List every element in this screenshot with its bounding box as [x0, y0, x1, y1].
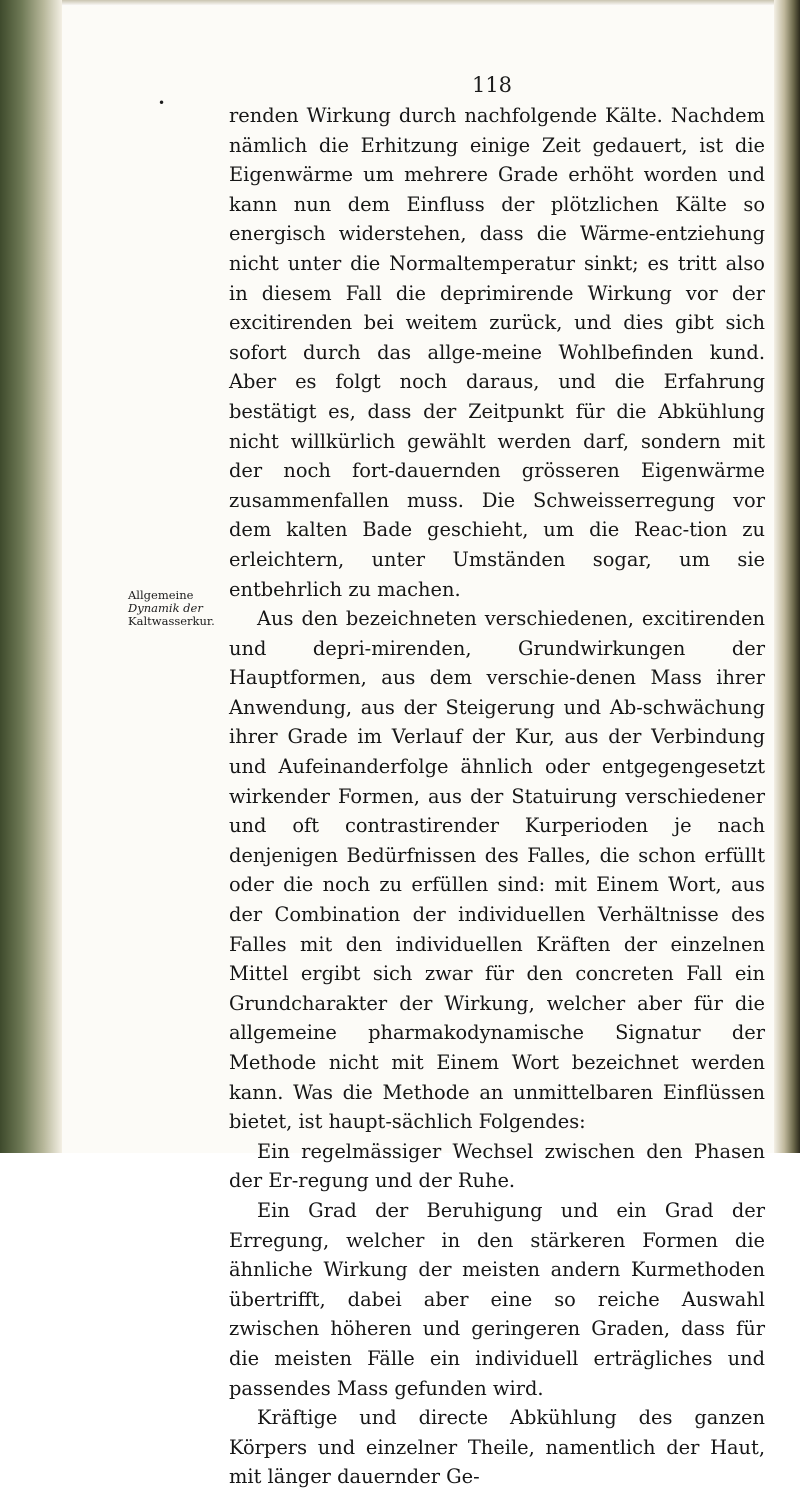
margin-note-line-3: Kaltwasserkur. — [128, 614, 215, 628]
paragraph-1: renden Wirkung durch nachfolgende Kälte. Nachdem nämlich die Erhitzung einige Zeit gedauert, ist die Eigenwärme um mehrere Grade erhöht worden und kann nun dem Einfluss der plötzlichen Kälte so energisch widerstehen, dass die Wärme-entziehung nicht unter die Normaltemperatur sinkt; es tritt also in diesem Fall die deprimirende Wirkung vor der excitirenden bei weitem zurück, und dies gibt sich sofort durch das allge-meine Wohlbefinden kund. Aber es folgt noch daraus, und die Erfahrung bestätigt es, dass der Zeitpunkt für die Abkühlung nicht willkürlich gewählt werden darf, sondern mit der noch fort-dauernden grösseren Eigenwärme zusammenfallen muss. Die Schweisserregung vor dem kalten Bade geschieht, um die Reac-tion zu erleichtern, unter Umständen sogar, um sie entbehrlich zu machen. — [229, 104, 765, 601]
margin-note-line-1: Allgemeine — [128, 588, 194, 602]
paragraph-4: Ein Grad der Beruhigung und ein Grad der Erregung, welcher in den stärkeren Formen die ähnliche Wirkung der meisten andern Kurmethoden übertrifft, dabei aber eine so reiche Auswahl zwischen höheren und geringeren Graden, dass für die meisten Fälle ein individuell erträgliches und passendes Mass gefunden wird. — [229, 1198, 765, 1400]
book-spine-shadow — [0, 0, 62, 1153]
page-edge-shadow — [774, 0, 800, 1153]
paragraph-5: Kräftige und directe Abkühlung des ganzen Körpers und einzelner Theile, namentlich der Haut, mit länger dauernder Ge- — [229, 1406, 765, 1489]
paragraph-2: Aus den bezeichneten verschiedenen, excitirenden und depri-mirenden, Grundwirkungen der Hauptformen, aus dem verschie-denen Mass ihrer Anwendung, aus der Steigerung und Ab-schwächung ihrer Grade im Verlauf der Kur, aus der Verbindung und Aufeinanderfolge ähnlich oder entgegengesetzt wirkender Formen, aus der Statuirung verschiedener und oft contrastirender Kurperioden je nach denjenigen Bedürfnissen des Falles, die schon erfüllt oder die noch zu erfüllen sind: mit Einem Wort, aus der Combination der individuellen Verhältnisse des Falles mit den individuellen Kräften der einzelnen Mittel ergibt sich zwar für den concreten Fall ein Grundcharakter der Wirkung, welcher aber für die allgemeine pharmakodynamische Signatur der Methode nicht mit Einem Wort bezeichnet werden kann. Was die Methode an unmittelbaren Einflüssen bietet, ist haupt-sächlich Folgendes: — [229, 607, 765, 1134]
page-top-shadow — [62, 0, 774, 6]
page-number: 118 — [471, 73, 513, 97]
paragraph-3: Ein regelmässiger Wechsel zwischen den Phasen der Er-regung und der Ruhe. — [229, 1139, 765, 1193]
margin-note-line-2: Dynamik der — [128, 601, 203, 615]
margin-bullet: • — [158, 96, 166, 110]
body-text — [229, 101, 765, 1492]
